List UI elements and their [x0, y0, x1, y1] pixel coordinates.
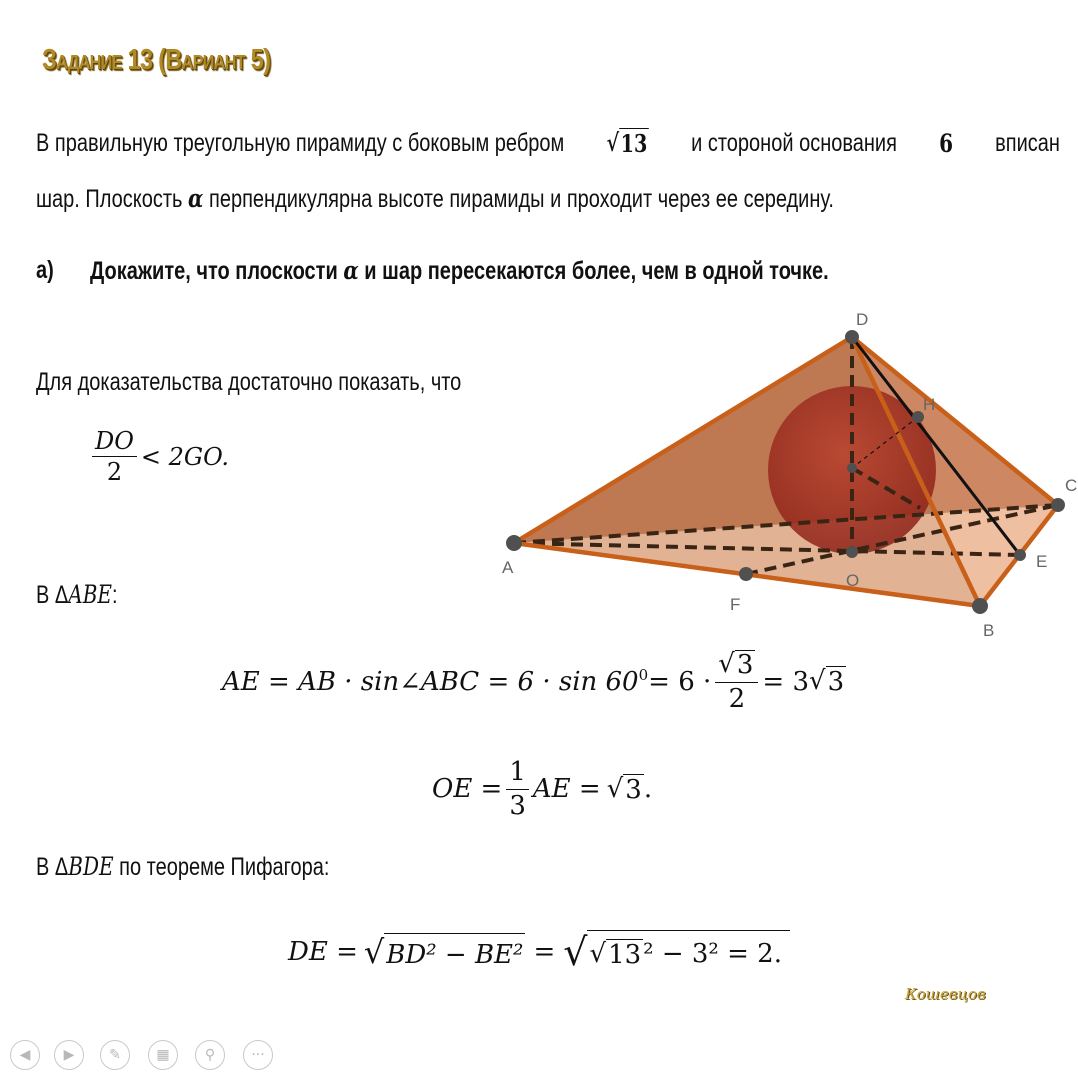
- label-a: A: [502, 558, 514, 577]
- part-a-text: Докажите, что плоскости α и шар пересекаются более, чем в одной точке.: [90, 256, 829, 285]
- slides-icon[interactable]: ▦: [148, 1040, 178, 1070]
- proof-intro: Для доказательства достаточно показать, что: [36, 368, 462, 396]
- forward-icon[interactable]: ▶: [54, 1040, 84, 1070]
- formula-oe: OE = $\frac{1}{3}$ AE = √ 3 .: [432, 757, 653, 821]
- more-icon[interactable]: ···: [243, 1040, 273, 1070]
- label-c: C: [1065, 476, 1078, 495]
- pyramid-figure: [490, 300, 1078, 650]
- back-icon[interactable]: ◀: [10, 1040, 40, 1070]
- problem-line-1: В правильную треугольную пирамиду с боковым ребром √ 13 и стороной основания 6 вписан: [36, 128, 1060, 158]
- label-d: D: [856, 310, 869, 329]
- formula-ae: AE = AB · sin∠ABC = 6 · sin 60 $^0$ = 6 · √ 3 2 = 3 √ 3: [222, 649, 845, 714]
- label-o: O: [846, 571, 860, 590]
- inequality-formula: $\frac{DO}{2}$ < 2GO.: [88, 428, 229, 486]
- page-title: Задание 13 (Вариант 5): [42, 44, 271, 76]
- formula-de: DE = √ BD² − BE² = √ √ 13 ² − 3² = 2.: [288, 930, 790, 974]
- label-b: B: [983, 621, 995, 640]
- problem-line-2: шар. Плоскость α перпендикулярна высоте пирамиды и проходит через ее середину.: [36, 184, 834, 213]
- label-f: F: [730, 595, 741, 614]
- pen-icon[interactable]: ✎: [100, 1040, 130, 1070]
- label-h: H: [923, 395, 936, 414]
- triangle-abe-label: В ΔABE:: [36, 580, 118, 609]
- author-watermark: Кошевцов: [905, 985, 986, 1003]
- sqrt-13: √ 13: [606, 128, 648, 158]
- part-a-label: а): [36, 256, 54, 284]
- triangle-bde-label: В ΔBDE по теореме Пифагора:: [36, 852, 330, 881]
- zoom-icon[interactable]: ⚲: [195, 1040, 225, 1070]
- label-e: E: [1036, 552, 1048, 571]
